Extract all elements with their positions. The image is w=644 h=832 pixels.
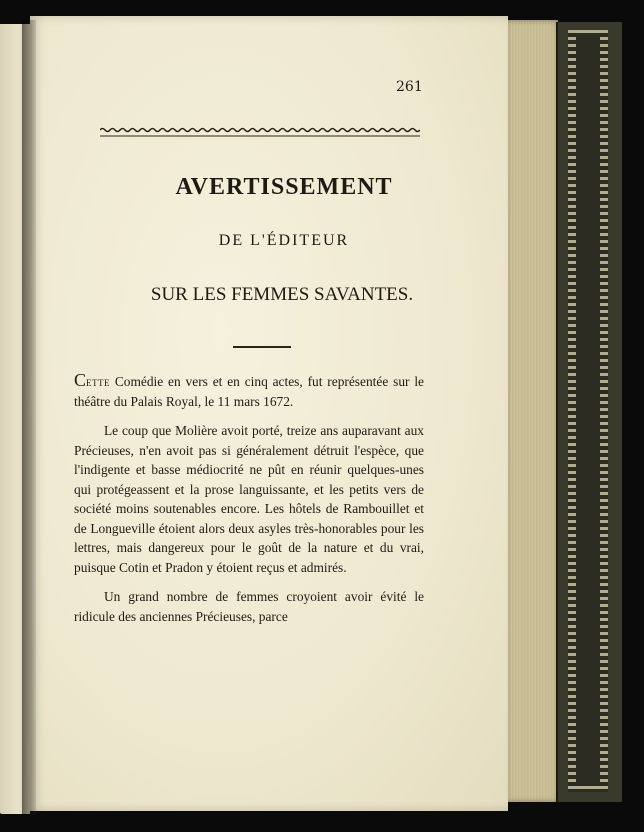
decorative-wavy-rule bbox=[100, 126, 420, 140]
page-title: AVERTISSEMENT bbox=[175, 174, 393, 200]
page-subtitle: DE L'ÉDITEUR bbox=[218, 232, 350, 249]
paragraph-1 bbox=[74, 371, 424, 411]
paragraph-2: Le coup que Molière avoit porté, treize ans auparavant aux Précieuses, n'en avoit pas si généralement détruit l'espèce, que l'indigente et basse médiocrité ne pût en réunir quelques-unes qui protégeassent et la prose languissante, et les petits vers de société moins soutenables encore. Les hôtels de Rambouillet et de Longueville étoient alors deux asyles très-honorables pour les lettres, mais dangereux pour le goût de la nature et du vrai, puisque Cotin et Pradon y étoient reçus et admirés. bbox=[74, 423, 424, 575]
section-rule bbox=[233, 346, 291, 348]
page-subject: SUR LES FEMMES SAVANTES. bbox=[150, 284, 414, 305]
book-cover bbox=[556, 22, 622, 802]
cover-inner bbox=[576, 36, 600, 786]
dropcap: C bbox=[74, 370, 87, 390]
page-block-edge bbox=[506, 20, 558, 802]
body-text bbox=[74, 371, 424, 636]
paragraph-1-text: Comédie en vers et en cinq actes, fut représentée sur le théâtre du Palais Royal, le 11 mars 1672. bbox=[74, 374, 424, 409]
book-gutter bbox=[22, 20, 36, 815]
smallcaps-text: ette bbox=[86, 374, 111, 389]
paragraph-3: Un grand nombre de femmes croyoient avoir évité le ridicule des anciennes Précieuses, parce bbox=[74, 589, 424, 624]
right-page bbox=[30, 16, 508, 811]
page-number: 261 bbox=[396, 79, 423, 95]
